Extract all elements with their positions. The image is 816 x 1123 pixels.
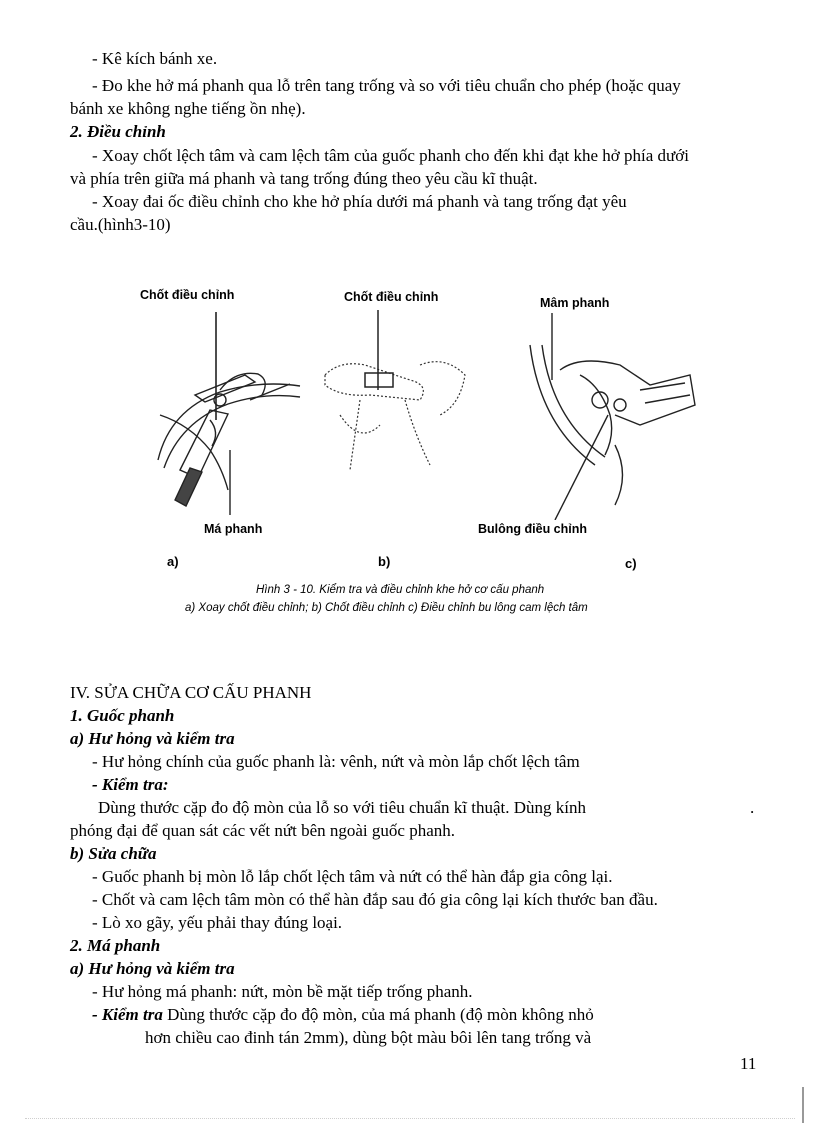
text-line: - Guốc phanh bị mòn lỗ lắp chốt lệch tâm và nứt có thể hàn đắp gia công lại. <box>92 867 613 886</box>
subsection-heading: b) Sửa chữa <box>70 844 157 863</box>
text-line: - Hư hỏng má phanh: nứt, mòn bề mặt tiếp trống phanh. <box>92 982 473 1001</box>
figure-sub-a: a) <box>167 554 179 569</box>
text-line: - Xoay đai ốc điều chỉnh cho khe hở phía dưới má phanh và tang trống đạt yêu <box>92 192 627 211</box>
text-line: bánh xe không nghe tiếng ồn nhẹ). <box>70 99 306 118</box>
figure-label-c-top: Mâm phanh <box>540 296 610 310</box>
text-line <box>92 1004 594 1026</box>
text-line: Dùng thước cặp đo độ mòn của lỗ so với tiêu chuẩn kĩ thuật. Dùng kính <box>98 798 587 817</box>
brake-drum-sketch-a <box>150 300 310 525</box>
text-line: - Kê kích bánh xe. <box>92 49 218 68</box>
figure-label-b-top: Chốt điều chỉnh <box>344 290 439 304</box>
text-line: - Đo khe hở má phanh qua lỗ trên tang trống và so với tiêu chuẩn cho phép (hoặc quay <box>92 76 681 95</box>
text-line: - Chốt và cam lệch tâm mòn có thể hàn đắp sau đó gia công lại kích thước ban đầu. <box>92 890 658 909</box>
inline-heading: - Kiểm tra <box>92 1005 163 1024</box>
text-line: hơn chiều cao đinh tán 2mm), dùng bột màu bôi lên tang trống và <box>145 1028 592 1047</box>
figure-label-a-top: Chốt điều chỉnh <box>140 288 235 302</box>
adjusting-pin-sketch-b <box>320 305 470 480</box>
page-bottom-rule <box>25 1118 795 1119</box>
page-edge-mark <box>802 1087 804 1123</box>
page-number: 11 <box>740 1054 757 1073</box>
figure-label-c-bottom: Bulông điều chỉnh <box>478 522 588 536</box>
subsection-heading: 2. Má phanh <box>70 936 161 955</box>
figure-sub-c: c) <box>625 556 637 571</box>
text-line: - Hư hỏng chính của guốc phanh là: vênh, nứt và mòn lắp chốt lệch tâm <box>92 752 580 771</box>
text-line: - Lò xo gãy, yếu phải thay đúng loại. <box>92 913 343 932</box>
figure-caption-title: Hình 3 - 10. Kiểm tra và điều chỉnh khe hở cơ cấu phanh <box>256 584 545 596</box>
subsection-heading: a) Hư hỏng và kiểm tra <box>70 959 235 978</box>
figure-caption-legend: a) Xoay chốt điều chỉnh; b) Chốt điều chỉnh c) Điều chỉnh bu lông cam lệch tâm <box>185 602 588 614</box>
subsection-heading: a) Hư hỏng và kiểm tra <box>70 729 235 748</box>
inline-heading: - Kiểm tra: <box>92 775 169 794</box>
section-title: IV. SỬA CHỮA CƠ CẤU PHANH <box>70 683 312 702</box>
text-mark: . <box>750 798 755 817</box>
text-line: - Xoay chốt lệch tâm và cam lệch tâm của guốc phanh cho đến khi đạt khe hở phía dưới <box>92 146 689 165</box>
subsection-heading: 1. Guốc phanh <box>70 706 175 725</box>
section-heading: 2. Điều chỉnh <box>70 122 166 141</box>
text-span: Dùng thước cặp đo độ mòn, của má phanh (độ mòn không nhỏ <box>162 1005 594 1024</box>
text-line: và phía trên giữa má phanh và tang trống đúng theo yêu cầu kĩ thuật. <box>70 169 538 188</box>
figure-label-a-bottom: Má phanh <box>204 522 263 536</box>
text-line: phóng đại để quan sát các vết nứt bên ngoài guốc phanh. <box>70 821 455 840</box>
brake-bolt-sketch-c <box>520 305 700 520</box>
figure-sub-b: b) <box>378 554 391 569</box>
text-line: cầu.(hình3-10) <box>70 215 171 234</box>
